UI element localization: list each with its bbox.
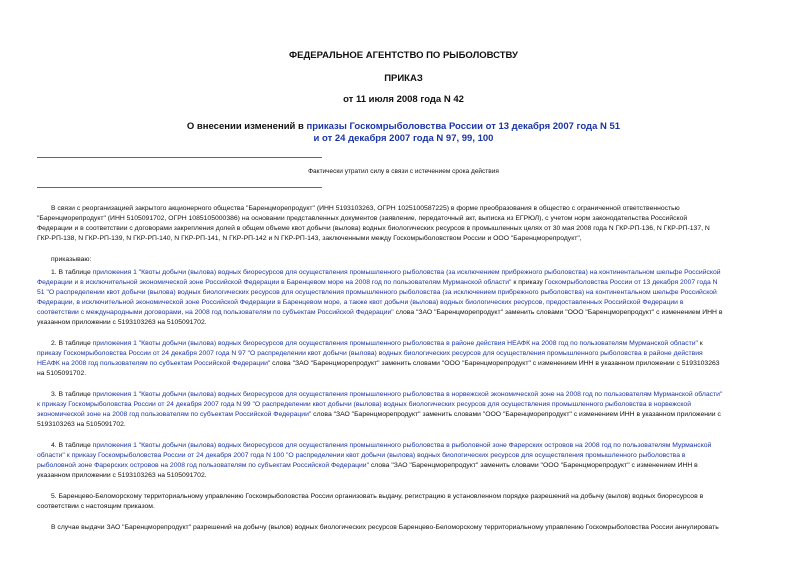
text-line: 5193103263 на 5105091702. (37, 421, 126, 428)
text-line (37, 288, 805, 298)
item2-link-order-cont[interactable]: НЕАФК на 2008 год пользователям по субъектам Российской Федерации" (37, 360, 271, 367)
text-line: Федерации и в соответствии с договорами закрепления долей в общем объеме квот добычи (вылова) водных биологических ресурсов в промышленных целях от 30 мая 2008 года N ГКР-РП-136, N ГКР-РП-137, N (37, 225, 710, 232)
text-line (37, 268, 805, 278)
text-line: В случае выдачи ЗАО "Баренцморепродукт" разрешений на добычу (вылов) водных биологических ресурсов Баренцево-Беломорскому территориальному управлению Госкомрыболовства России аннулировать (51, 524, 719, 531)
item4-link-order-cont[interactable]: рыболовной зоне Фарерских островов на 2008 год пользователям по субъектам Российской Федерации" (37, 462, 370, 469)
text-line (37, 359, 805, 369)
item3-lead: 3. В таблице (51, 391, 93, 398)
text-line (37, 451, 805, 461)
subject-link-orders-97-99-100[interactable]: и от 24 декабря 2007 года N 97, 99, 100 (313, 133, 494, 144)
item-3 (37, 390, 805, 430)
item-5 (37, 492, 805, 512)
text-line: "Баренцморепродукт" (ИНН 5105091702, ОГРН 1085105000386) на основании представленных документов (заявление, передаточный акт, выписка из ЕГРЮЛ), с учетом норм законодательства Российской (37, 215, 688, 222)
item4-lead: 4. В таблице (51, 442, 93, 449)
text-line (37, 278, 805, 288)
text-line: В связи с реорганизацией закрытого акционерного общества "Баренцморепродукт" (ИНН 5193103263, ОГРН 1025100587225) в форме преобразования в общество с ограниченной ответственностью (51, 205, 680, 212)
document-subject (0, 121, 807, 145)
item-2 (37, 339, 805, 379)
item1-lead: 1. В таблице (51, 269, 93, 276)
text-line (37, 441, 805, 451)
text-line: соответствии с настоящим приказом. (37, 503, 155, 510)
item1-link-appendix-cont[interactable]: Федерации и в исключительной экономической зоне Российской Федерации в Баренцевом море на 2008 год по пользователям Мурманской области" (37, 279, 512, 286)
item2-link-order[interactable]: приказу Госкомрыболовства России от 24 декабря 2007 года N 97 "О распределении квот добычи (вылова) водных биологических ресурсов для осуществления промышленного рыболовства в районе действия (37, 350, 703, 357)
text-line (37, 349, 805, 359)
item-1 (37, 268, 805, 328)
item1-link-appendix[interactable]: приложения 1 "Квоты добычи (вылова) водных биоресурсов для осуществления промышленного рыболовства (за исключением прибрежного рыболовства) на континентальном шельфе Российской (92, 269, 721, 276)
item1-link-order-cont3[interactable]: соответствии с международными договорами, на 2008 год пользователям по субъектам Российской Федерации" (37, 309, 394, 316)
text-line (37, 339, 805, 349)
text-line: ГКР-РП-138, N ГКР-РП-139, N ГКР-РП-140, N ГКР-РП-141, N ГКР-РП-142 и N ГКР-РП-143, заключенными между Госкомрыболовством России и ООО "Баренцморепродукт", (37, 235, 582, 242)
item4-text-replace: слова "ЗАО "Баренцморепродукт" заменить словами "ООО "Баренцморепродукт" с изменением ИНН в (369, 462, 698, 469)
item1-link-order-cont[interactable]: 51 "О распределении квот добычи (вылова) водных биологических ресурсов для осуществления промышленного рыболовства (за исключением прибрежного рыболовства) на континентальном шельфе Российской (37, 289, 717, 296)
item3-link-order[interactable]: к приказу Госкомрыболовства России от 24 декабря 2007 года N 99 "О распределении квот добычи (вылова) водных биологических ресурсов для осуществления промышленного рыболовства в норвежской (37, 401, 691, 408)
subject-link-order-51[interactable]: приказы Госкомрыболовства России от 13 декабря 2007 года N 51 (306, 121, 621, 132)
text-line: на 5105091702. (37, 370, 87, 377)
document-date-number: от 11 июля 2008 года N 42 (343, 94, 464, 105)
item-4 (37, 441, 805, 481)
item2-link-appendix[interactable]: приложения 1 "Квоты добычи (вылова) водных биоресурсов для осуществления промышленного рыболовства в районе действия НЕАФК на 2008 год по пользователям Мурманской области" (92, 340, 698, 347)
document-type: ПРИКАЗ (384, 73, 423, 84)
item4-link-appendix-cont[interactable]: области" (37, 452, 65, 459)
text-line: указанном приложении с 5193103263 на 5105091702. (37, 472, 207, 479)
closing-paragraph (37, 523, 805, 533)
item1-text-replace: слова "ЗАО "Баренцморепродукт" заменить словами "ООО "Баренцморепродукт" с изменением ИНН в (393, 309, 723, 316)
item1-link-order[interactable]: Госкомрыболовства России от 13 декабря 2007 года N (544, 279, 718, 286)
order-word: приказываю: (51, 256, 92, 263)
item1-link-order-cont2[interactable]: Федерации, в исключительной экономической зоне Российской Федерации в Баренцевом море, а также квот добычи (вылова) водных биологических ресурсов, предоставленных Российской Федерации в (37, 299, 684, 306)
divider-top (37, 157, 322, 158)
text-line (37, 298, 805, 308)
item2-lead: 2. В таблице (51, 340, 93, 347)
item4-link-order[interactable]: к приказу Госкомрыболовства России от 24 декабря 2007 года N 100 "О распределении квот добычи (вылова) водных биологических ресурсов для осуществления промышленного рыболовства в (64, 452, 686, 459)
text-line (37, 308, 805, 318)
item2-text: к (697, 340, 703, 347)
item2-text-replace: слова "ЗАО "Баренцморепродукт" заменить словами "ООО "Баренцморепродукт" с изменением ИНН в указанном приложении с 5193103263 (270, 360, 720, 367)
text-line: указанном приложении с 5193103263 на 5105091702. (37, 319, 207, 326)
divider-bottom (37, 187, 322, 188)
text-line (37, 390, 805, 400)
item3-link-order-cont[interactable]: экономической зоне на 2008 год пользователям по субъектам Российской Федерации" (37, 411, 312, 418)
intro-paragraph (37, 204, 805, 244)
text-line (37, 461, 805, 471)
text-line: 5. Баренцево-Беломорскому территориальному управлению Госкомрыболовства России организовать выдачу, регистрацию в установленном порядке разрешений на добычу (вылов) водных биоресурсов в (51, 493, 704, 500)
item3-text-replace: слова "ЗАО "Баренцморепродукт" заменить словами "ООО "Баренцморепродукт" с изменением ИНН в указанном приложении с (311, 411, 721, 418)
document-body (37, 204, 805, 544)
subject-prefix: О внесении изменений в (186, 121, 307, 132)
text-line (37, 400, 805, 410)
text-line (37, 410, 805, 420)
item3-link-appendix[interactable]: приложения 1 "Квоты добычи (вылова) водных биоресурсов для осуществления промышленного рыболовства в норвежской экономической зоне на 2008 год по пользователям Мурманской области" (92, 391, 723, 398)
item4-link-appendix[interactable]: приложения 1 "Квоты добычи (вылова) водных биоресурсов для осуществления промышленного рыболовства в рыболовной зоне Фарерских островов на 2008 год по пользователям Мурманской (92, 442, 712, 449)
agency-title: ФЕДЕРАЛЬНОЕ АГЕНТСТВО ПО РЫБОЛОВСТВУ (289, 50, 518, 61)
item1-text: к приказу (511, 279, 545, 286)
status-note: Фактически утратил силу в связи с истечением срока действия (308, 168, 499, 175)
order-word-paragraph (37, 255, 805, 265)
